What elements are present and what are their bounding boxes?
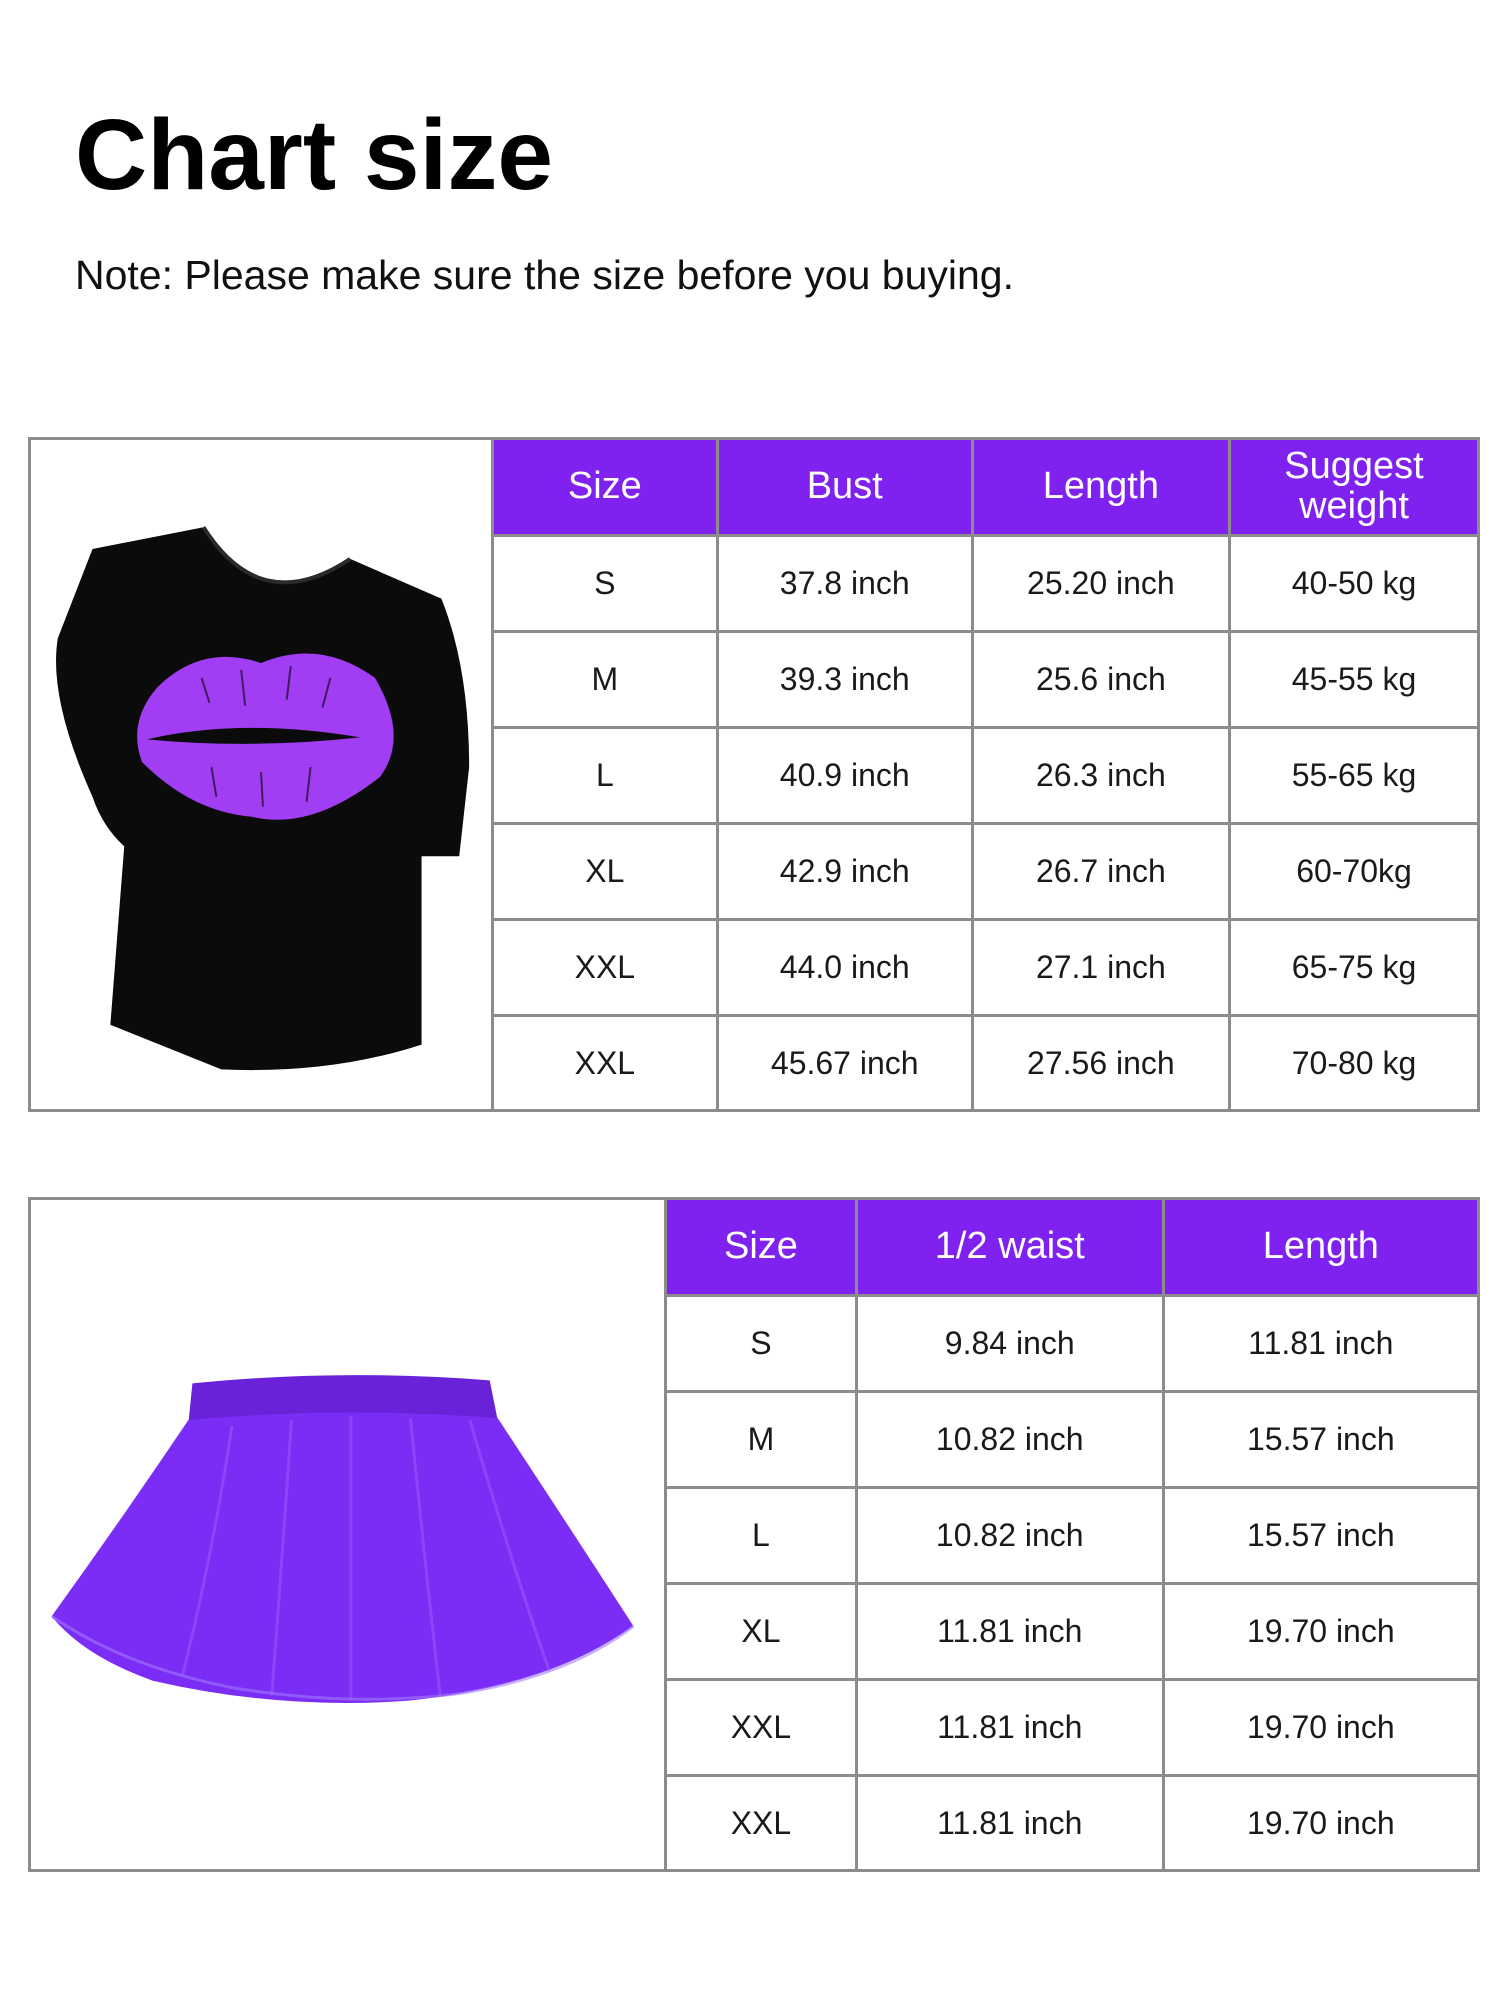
table-row (667, 1488, 1477, 1584)
length-cell: 19.70 inch (1163, 1680, 1477, 1776)
tshirt-table-header (494, 440, 1477, 536)
weight-cell: 40-50 kg (1230, 536, 1477, 632)
table-row (667, 1296, 1477, 1392)
column-header-half-waist: 1/2 waist (856, 1200, 1163, 1296)
column-header-size: Size (494, 440, 717, 536)
half-waist-cell: 11.81 inch (856, 1680, 1163, 1776)
column-header-length: Length (1163, 1200, 1477, 1296)
bust-cell: 37.8 inch (717, 536, 972, 632)
size-cell: M (667, 1392, 856, 1488)
half-waist-cell: 11.81 inch (856, 1584, 1163, 1680)
size-cell: XL (494, 824, 717, 920)
half-waist-cell: 11.81 inch (856, 1776, 1163, 1871)
size-cell: XXL (667, 1680, 856, 1776)
table-row (667, 1776, 1477, 1871)
weight-cell: 45-55 kg (1230, 632, 1477, 728)
table-row (494, 920, 1477, 1016)
skirt-size-panel (28, 1197, 1480, 1872)
length-cell: 25.20 inch (972, 536, 1229, 632)
length-cell: 27.56 inch (972, 1016, 1229, 1111)
size-note: Note: Please make sure the size before you buying. (75, 252, 1014, 298)
skirt-size-table (667, 1200, 1477, 1870)
length-cell: 15.57 inch (1163, 1488, 1477, 1584)
size-cell: L (494, 728, 717, 824)
bust-cell: 42.9 inch (717, 824, 972, 920)
length-cell: 27.1 inch (972, 920, 1229, 1016)
tshirt-image (31, 440, 491, 1109)
size-cell: XXL (494, 920, 717, 1016)
column-header-bust: Bust (717, 440, 972, 536)
bust-cell: 45.67 inch (717, 1016, 972, 1111)
bust-cell: 39.3 inch (717, 632, 972, 728)
size-cell: S (667, 1296, 856, 1392)
length-cell: 19.70 inch (1246, 1805, 1395, 1841)
length-cell: 15.57 inch (1163, 1392, 1477, 1488)
size-cell: M (494, 632, 717, 728)
half-waist-cell: 10.82 inch (856, 1488, 1163, 1584)
size-cell: S (494, 536, 717, 632)
skirt-image-cell (31, 1200, 667, 1869)
weight-cell: 55-65 kg (1230, 728, 1477, 824)
half-waist-cell: 9.84 inch (856, 1296, 1163, 1392)
tshirt-size-panel (28, 437, 1480, 1112)
tshirt-size-table (494, 440, 1477, 1110)
size-cell: XXL (494, 1016, 717, 1111)
table-row (494, 728, 1477, 824)
length-cell: 26.7 inch (972, 824, 1229, 920)
column-header-length: Length (972, 440, 1229, 536)
page-title: Chart size (75, 99, 553, 211)
table-row (494, 1016, 1477, 1111)
length-cell: 11.81 inch (1163, 1296, 1477, 1392)
bust-cell: 44.0 inch (717, 920, 972, 1016)
table-row (494, 824, 1477, 920)
bust-cell: 40.9 inch (717, 728, 972, 824)
size-cell: XL (667, 1584, 856, 1680)
weight-cell: 65-75 kg (1230, 920, 1477, 1016)
column-header-size: Size (667, 1200, 856, 1296)
length-cell: 26.3 inch (972, 728, 1229, 824)
table-row (667, 1680, 1477, 1776)
column-header-suggest-weight: Suggest weight (1230, 440, 1477, 536)
table-row (667, 1392, 1477, 1488)
table-row (494, 536, 1477, 632)
half-waist-cell: 10.82 inch (856, 1392, 1163, 1488)
skirt-table-header (667, 1200, 1477, 1296)
table-row (494, 632, 1477, 728)
tshirt-image-cell (31, 440, 494, 1109)
length-cell: 19.70 inch (1163, 1584, 1477, 1680)
length-cell: 25.6 inch (972, 632, 1229, 728)
weight-cell: 70-80 kg (1291, 1045, 1417, 1081)
size-cell: L (667, 1488, 856, 1584)
table-row (667, 1584, 1477, 1680)
size-cell: XXL (667, 1776, 856, 1871)
skirt-image (31, 1200, 664, 1869)
weight-cell: 60-70kg (1230, 824, 1477, 920)
